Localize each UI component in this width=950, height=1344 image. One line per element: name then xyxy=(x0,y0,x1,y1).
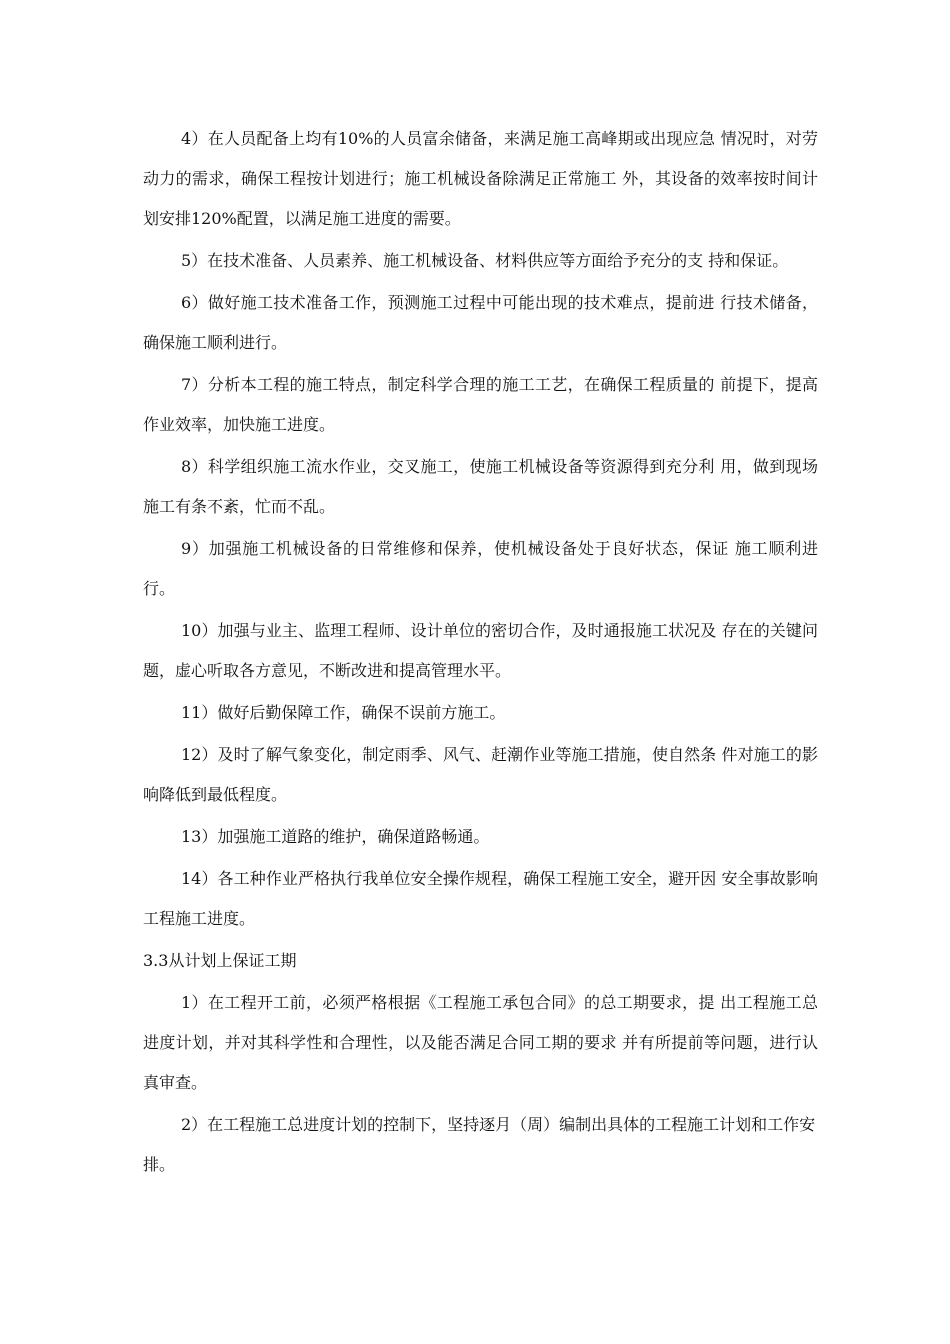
paragraph-14: 14）各工种作业严格执行我单位安全操作规程，确保工程施工安全，避开因 安全事故影响工程施工进度。 xyxy=(143,869,818,928)
paragraph-4: 4）在人员配备上均有10%的人员富余储备，来满足施工高峰期或出现应急 情况时，对劳动力的需求，确保工程按计划进行；施工机械设备除满足正常施工 外，其设备的效率按时间计划安排120%配置，以满足施工进度的需要。 xyxy=(143,129,818,228)
paragraph-11: 11）做好后勤保障工作，确保不误前方施工。 xyxy=(181,703,506,722)
paragraph-13: 13）加强施工道路的维护，确保道路畅通。 xyxy=(181,827,490,846)
section-heading: 3.3从计划上保证工期 xyxy=(143,951,297,970)
section-paragraph-1: 1）在工程开工前，必须严格根据《工程施工承包合同》的总工期要求，提 出工程施工总进度计划，并对其科学性和合理性，以及能否满足合同工期的要求 并有所提前等问题，进行认真审查。 xyxy=(143,993,818,1092)
paragraph-5: 5）在技术准备、人员素养、施工机械设备、材料供应等方面给予充分的支 持和保证。 xyxy=(181,251,789,270)
paragraph-10: 10）加强与业主、监理工程师、设计单位的密切合作，及时通报施工状况及 存在的关键问题，虚心听取各方意见，不断改进和提高管理水平。 xyxy=(143,621,818,680)
paragraph-12: 12）及时了解气象变化，制定雨季、风气、赶潮作业等施工措施，使自然条 件对施工的影响降低到最低程度。 xyxy=(143,745,818,804)
section-paragraph-2: 2）在工程施工总进度计划的控制下，坚持逐月（周）编制出具体的工程施工计划和工作安排。 xyxy=(143,1115,816,1174)
paragraph-8: 8）科学组织施工流水作业，交叉施工，使施工机械设备等资源得到充分利 用，做到现场施工有条不紊，忙而不乱。 xyxy=(143,457,818,516)
paragraph-7: 7）分析本工程的施工特点，制定科学合理的施工工艺，在确保工程质量的 前提下，提高作业效率，加快施工进度。 xyxy=(143,375,818,434)
paragraph-6: 6）做好施工技术准备工作，预测施工过程中可能出现的技术难点，提前进 行技术储备，确保施工顺利进行。 xyxy=(143,293,818,352)
paragraph-9: 9）加强施工机械设备的日常维修和保养，使机械设备处于良好状态，保证 施工顺利进行。 xyxy=(143,539,818,598)
document-body xyxy=(143,119,818,1187)
